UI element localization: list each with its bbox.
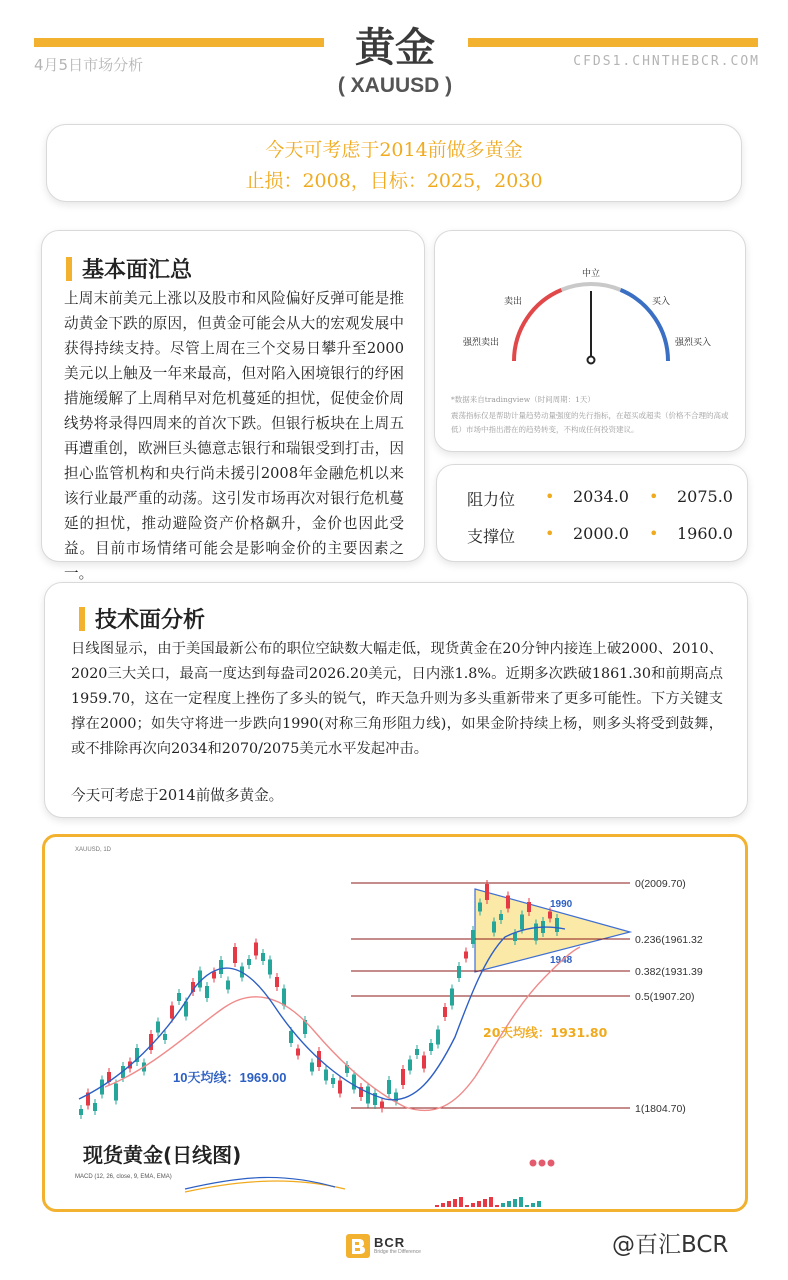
- candle-body: [352, 1075, 356, 1090]
- chart-title: 现货黄金(日线图): [83, 1143, 242, 1167]
- macd-histogram-bar: [447, 1201, 451, 1207]
- fib-label: 0.236(1961.32: [635, 934, 703, 946]
- resistance-label: 阻力位: [467, 490, 516, 509]
- macd-histogram-bar: [483, 1199, 487, 1207]
- candle-body: [254, 943, 258, 956]
- macd-histogram-bar: [501, 1203, 505, 1207]
- candle-body: [247, 959, 251, 965]
- event-flag-icon: [530, 1160, 537, 1167]
- candle-body: [555, 918, 559, 932]
- candle-body: [457, 966, 461, 978]
- macd-histogram-bar: [537, 1201, 541, 1207]
- support-row: [437, 516, 747, 552]
- macd-histogram-bar: [459, 1197, 463, 1207]
- macd-histogram-bar: [435, 1205, 439, 1207]
- candle-body: [506, 896, 510, 909]
- candle-body: [387, 1080, 391, 1094]
- ma20-label: 20天均线：1931.80: [483, 1025, 608, 1040]
- candle-body: [464, 952, 468, 959]
- triangle-upper-label: 1990: [550, 899, 573, 910]
- candle-body: [513, 933, 517, 941]
- candle-body: [436, 1030, 440, 1045]
- fib-label: 0(2009.70): [635, 878, 686, 890]
- watermark: @百汇BCR: [612, 1232, 729, 1258]
- bullet-dot: •: [545, 487, 555, 506]
- fib-label: 0.5(1907.20): [635, 991, 695, 1003]
- page-title: 黄金: [355, 25, 435, 71]
- technical-heading-text: 技术面分析: [95, 608, 206, 633]
- macd-histogram-bar: [513, 1199, 517, 1207]
- chart-canvas: [45, 837, 745, 1209]
- candle-body: [177, 993, 181, 1001]
- gauge-note-source: *数据来自tradingview（时间周期：1天）: [451, 395, 595, 404]
- macd-histogram-bar: [453, 1199, 457, 1207]
- heading-accent: [79, 607, 85, 631]
- candle-body: [233, 947, 237, 963]
- candle-body: [310, 1063, 314, 1072]
- macd-signal-line: [185, 1181, 345, 1192]
- candle-body: [205, 986, 209, 998]
- gauge-pivot: [588, 357, 595, 364]
- bullet-dot: •: [649, 487, 659, 506]
- header-bar-right: [468, 38, 758, 47]
- resistance-level-1: 2034.0: [573, 487, 629, 506]
- resistance-level-2: 2075.0: [677, 487, 733, 506]
- fundamentals-heading-text: 基本面汇总: [82, 258, 193, 283]
- candle-body: [170, 1006, 174, 1019]
- candle-body: [93, 1103, 97, 1111]
- candle-body: [282, 989, 286, 1006]
- gauge-note-disclaimer: 震荡指标仅是帮助计量趋势动量强度的先行指标，在超买或超卖（价格不合理的高或低）市场中指出潜在的趋势转变，不构成任何投资建议。: [451, 411, 729, 434]
- candle-body: [422, 1056, 426, 1069]
- recommendation-card: [46, 124, 742, 202]
- site-url: CFDS1.CHNTHEBCR.COM: [573, 54, 760, 69]
- candle-body: [520, 915, 524, 930]
- macd-histogram-bar: [477, 1201, 481, 1207]
- candle-body: [331, 1078, 335, 1084]
- candle-body: [443, 1007, 447, 1017]
- macd-histogram-bar: [525, 1205, 529, 1207]
- macd-histogram-bar: [519, 1197, 523, 1207]
- bullet-dot: •: [649, 524, 659, 543]
- bcr-logo-icon: [346, 1234, 370, 1258]
- candle-body: [338, 1081, 342, 1094]
- macd-label: MACD (12, 26, close, 9, EMA, EMA): [75, 1174, 172, 1180]
- event-flag-icon: [539, 1160, 546, 1167]
- candle-body: [366, 1087, 370, 1104]
- ma10-label: 10天均线：1969.00: [173, 1070, 287, 1085]
- candle-body: [275, 977, 279, 987]
- gauge-label-sell: 卖出: [503, 297, 523, 307]
- candle-body: [401, 1069, 405, 1085]
- gauge-label-buy: 买入: [651, 297, 671, 307]
- report-date: 4月5日市场分析: [34, 56, 144, 74]
- fib-label: 0.382(1931.39: [635, 966, 703, 978]
- gauge-label-neutral: 中立: [581, 269, 601, 279]
- candle-body: [296, 1049, 300, 1056]
- candle-body: [163, 1034, 167, 1040]
- fib-label: 1(1804.70): [635, 1103, 686, 1115]
- key-levels-card: [436, 464, 748, 562]
- technical-card: [44, 582, 748, 818]
- candle-body: [450, 989, 454, 1006]
- macd-histogram-bar: [507, 1201, 511, 1207]
- technical-conclusion: 今天可考虑于2014前做多黄金。: [71, 787, 284, 804]
- candle-body: [289, 1031, 293, 1043]
- recommendation-line-2: 止损：2008，目标：2025，2030: [245, 170, 543, 192]
- candle-body: [261, 953, 265, 961]
- candle-body: [534, 924, 538, 941]
- candle-body: [114, 1084, 118, 1101]
- brand-tagline: Bridge the Difference: [374, 1249, 421, 1255]
- candle-body: [471, 930, 475, 944]
- chart-header-tiny: XAUUSD, 1D: [75, 847, 112, 853]
- header-bar-left: [34, 38, 324, 47]
- recommendation-line-1: 今天可考虑于2014前做多黄金: [265, 139, 523, 161]
- event-flag-icon: [548, 1160, 555, 1167]
- macd-histogram-bar: [441, 1203, 445, 1207]
- candle-body: [408, 1060, 412, 1071]
- support-level-1: 2000.0: [573, 524, 629, 543]
- bullet-dot: •: [545, 524, 555, 543]
- macd-histogram-bar: [531, 1203, 535, 1207]
- ma10-line: [79, 927, 565, 1100]
- candle-body: [79, 1109, 83, 1115]
- gauge-label-strong-buy: 强烈买入: [674, 338, 712, 348]
- candle-body: [156, 1022, 160, 1033]
- candle-body: [324, 1070, 328, 1081]
- resistance-row: [437, 479, 747, 515]
- triangle-lower-label: 1948: [550, 955, 573, 966]
- fundamentals-text: 上周末前美元上涨以及股市和风险偏好反弹可能是推动黄金下跌的原因，但黄金可能会从大的宏观发展中获得持续支持。尽管上周在三个交易日攀升至2000美元以上触及一年来最高，但对陷入困境银行的纾困措施缓解了上周稍早对危机蔓延的担忧，促使金价周线势将录得四周来的首次下跌。但银行板块在上周五再遭重创，欧洲巨头德意志银行和瑞银受到打击，因担心监管机构和央行尚未援引2008年金融危机以来该行业最严重的动荡。这引发市场再次对银行危机蔓延的担忧，推动避险资产价格飙升，金价也因此受益。目前市场情绪可能会是影响金价的主要因素之一。: [64, 290, 404, 582]
- technical-heading: [79, 603, 205, 634]
- candle-body: [226, 981, 230, 990]
- candle-body: [268, 960, 272, 975]
- gauge-neutral-arc: [562, 284, 621, 290]
- macd-histogram-bar: [489, 1197, 493, 1207]
- candle-body: [429, 1043, 433, 1051]
- candle-body: [198, 971, 202, 988]
- heading-accent: [66, 257, 72, 281]
- gold-daily-chart: [42, 834, 748, 1212]
- candle-body: [527, 902, 531, 912]
- candle-body: [499, 914, 503, 920]
- fundamentals-card: [41, 230, 425, 582]
- brand-name: BCR: [374, 1235, 406, 1250]
- symbol-subtitle: ( XAUUSD ): [337, 74, 453, 97]
- fundamentals-heading: [66, 253, 192, 284]
- candle-body: [380, 1102, 384, 1109]
- candle-body: [485, 884, 489, 900]
- sentiment-gauge-card: [434, 230, 746, 452]
- gauge-label-strong-sell: 强烈卖出: [462, 338, 500, 348]
- candle-body: [548, 912, 552, 919]
- sentiment-gauge: [435, 231, 747, 391]
- candle-body: [415, 1049, 419, 1055]
- technical-text: 日线图显示，由于美国最新公布的职位空缺数大幅走低，现货黄金在20分钟内接连上破2000、2010、2020三大关口，最高一度达到每盎司2026.20美元，日内涨1.8%。近期多次跌破1861.30和前期高点1959.70，这在一定程度上挫伤了多头的锐气，昨天急升则为多头重新带来了更多可能性。下方关键支撑在2000；如失守将进一步跌向1990(对称三角形阻力线)，如果金阶持续上杨，则多头将受到鼓舞，或不排除再次向2034和2070/2075美元水平发起冲击。: [71, 641, 723, 757]
- macd-histogram-bar: [471, 1203, 475, 1207]
- candle-body: [492, 922, 496, 933]
- candle-body: [478, 903, 482, 912]
- brand-logo: [346, 1234, 421, 1258]
- support-level-2: 1960.0: [677, 524, 733, 543]
- support-label: 支撑位: [467, 527, 516, 546]
- macd-histogram-bar: [495, 1205, 499, 1207]
- candle-body: [219, 960, 223, 974]
- macd-histogram-bar: [465, 1205, 469, 1207]
